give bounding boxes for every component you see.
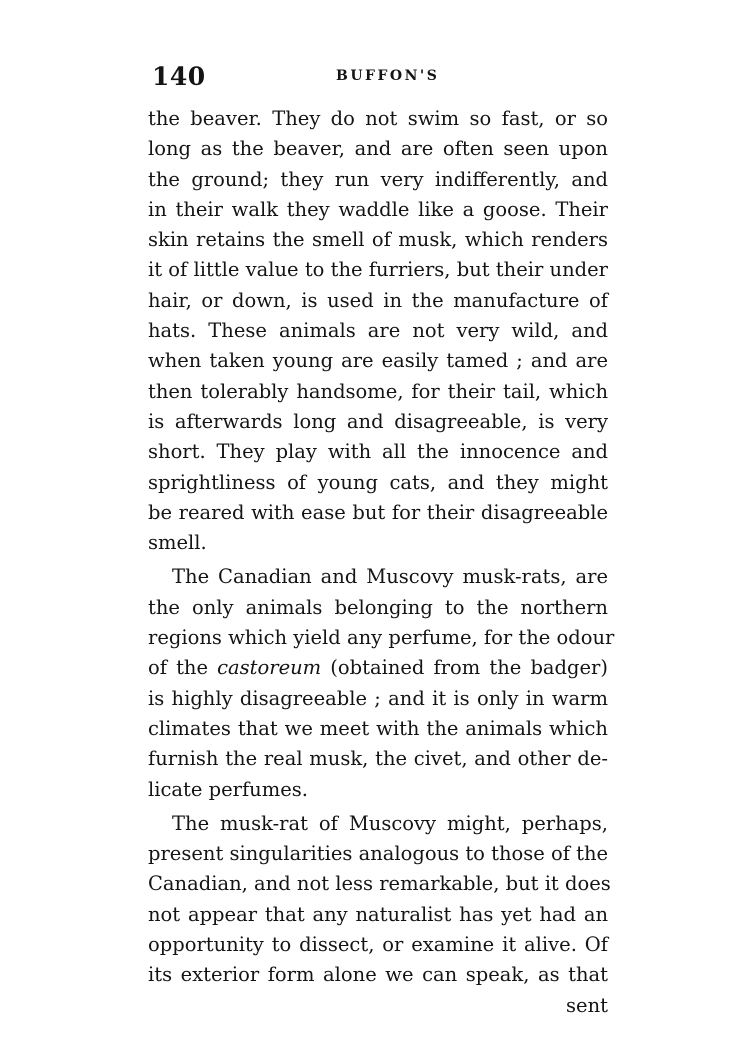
catchword: sent <box>566 993 608 1017</box>
text-line: opportunity to dissect, or examine it alive. Of <box>148 933 608 957</box>
text-line: be reared with ease but for their disagreeable <box>148 500 608 524</box>
text-line: not appear that any naturalist has yet had an <box>148 902 608 926</box>
text-line: licate perfumes. <box>148 777 308 801</box>
text-line: Canadian, and not less remarkable, but it does <box>148 872 611 896</box>
text-line: then tolerably handsome, for their tail, which <box>148 379 608 403</box>
text-line: sprightliness of young cats, and they might <box>148 470 608 494</box>
text-line: the ground; they run very indifferently, and <box>148 167 608 191</box>
page-number: 140 <box>152 62 206 91</box>
italic-term: castoreum <box>217 656 322 680</box>
text-line: long as the beaver, and are often seen upon <box>148 137 608 161</box>
paragraph-2 <box>148 562 615 804</box>
text-line: it of little value to the furriers, but their under <box>148 258 608 282</box>
text-line: in their walk they waddle like a goose. Their <box>148 197 608 221</box>
text-line: its exterior form alone we can speak, as that <box>148 963 608 987</box>
text-run: (obtained from the badger) <box>321 656 608 680</box>
text-line: when taken young are easily tamed ; and are <box>148 349 608 373</box>
text-line: The musk-rat of Muscovy might, perhaps, <box>172 811 608 835</box>
paragraph-1 <box>148 104 608 558</box>
body-text <box>148 104 615 1021</box>
text-line: the only animals belonging to the northern <box>148 595 608 619</box>
text-line: climates that we meet with the animals which <box>148 716 608 740</box>
text-line: smell. <box>148 531 207 555</box>
text-line: is highly disagreeable ; and it is only in warm <box>148 686 608 710</box>
paragraph-3 <box>148 809 611 991</box>
text-line: is afterwards long and disagreeable, is very <box>148 409 608 433</box>
running-head <box>150 62 610 94</box>
text-line: short. They play with all the innocence and <box>148 440 608 464</box>
text-line: The Canadian and Muscovy musk-rats, are <box>172 565 608 589</box>
text-line: regions which yield any perfume, for the odour <box>148 626 615 650</box>
text-line: present singularities analogous to those of the <box>148 842 609 866</box>
text-line: hats. These animals are not very wild, and <box>148 319 608 343</box>
text-line-with-italic <box>148 653 608 683</box>
text-run: of the <box>148 656 218 680</box>
text-line: furnish the real musk, the civet, and other de- <box>148 747 608 771</box>
running-title: BUFFON'S <box>336 68 440 84</box>
text-line: the beaver. They do not swim so fast, or so <box>148 107 608 130</box>
text-line: skin retains the smell of musk, which renders <box>148 228 608 252</box>
text-line: hair, or down, is used in the manufacture of <box>148 288 608 312</box>
